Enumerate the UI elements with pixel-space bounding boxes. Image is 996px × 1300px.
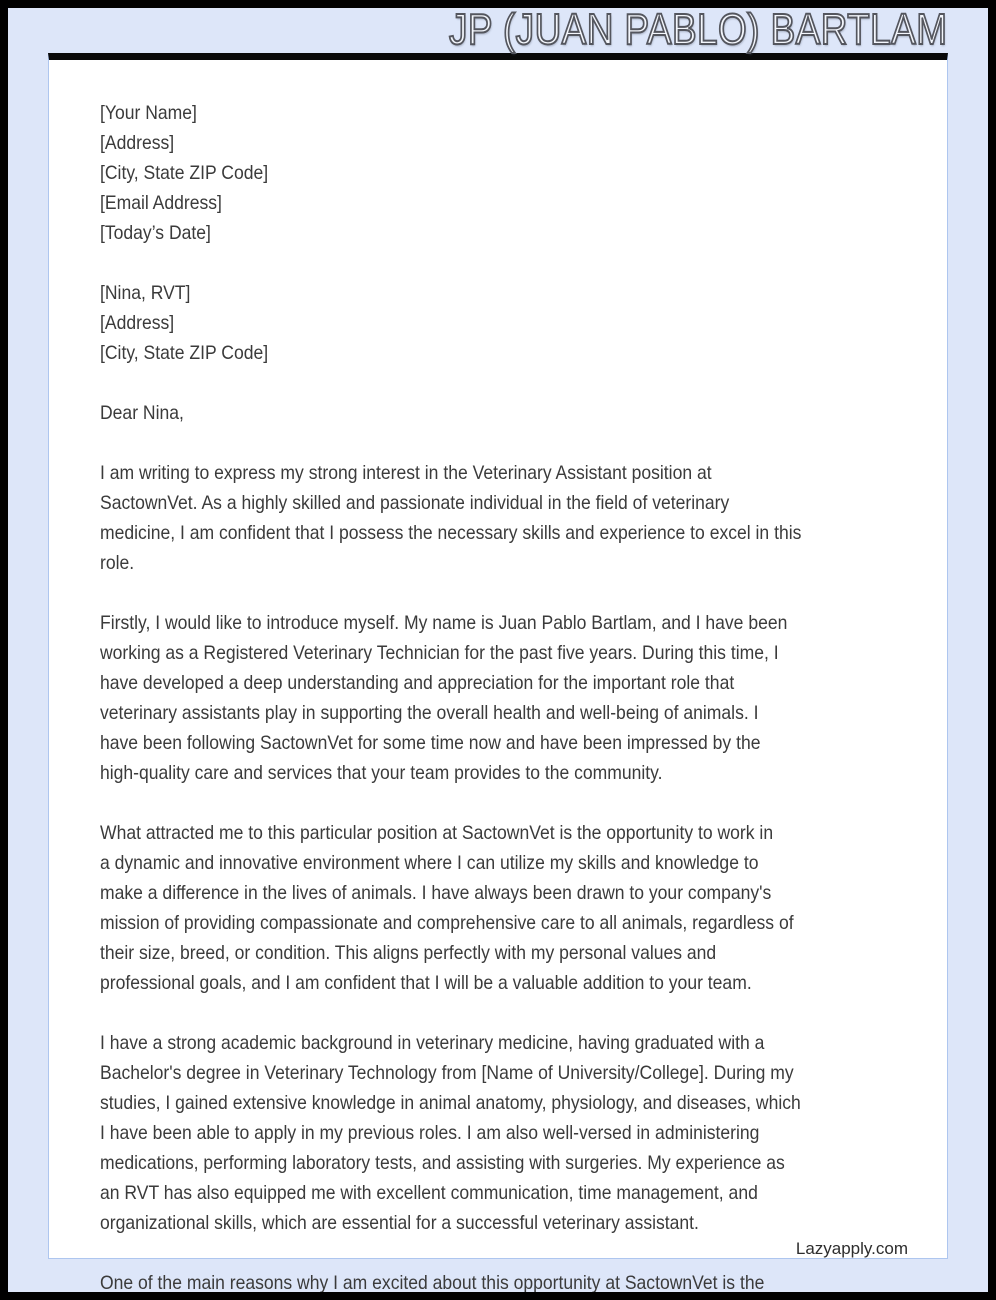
- letter-line: [Today’s Date]: [100, 222, 211, 244]
- letter-line: [Address]: [100, 132, 175, 154]
- letter-line: professional goals, and I am confident that I will be a valuable addition to your team.: [100, 972, 752, 994]
- letter-body: [100, 98, 801, 1292]
- salutation: [100, 398, 801, 428]
- paragraph-3: [100, 818, 801, 998]
- overflow-paragraph: [100, 1268, 801, 1292]
- page-title: JP (JUAN PABLO) BARTLAM: [448, 8, 947, 54]
- letter-line: medicine, I am confident that I possess the necessary skills and experience to excel in this: [100, 522, 802, 544]
- letter-line: Firstly, I would like to introduce myself. My name is Juan Pablo Bartlam, and I have been: [100, 612, 788, 634]
- letter-line: have been following SactownVet for some time now and have been impressed by the: [100, 732, 761, 754]
- letter-line: I am writing to express my strong interest in the Veterinary Assistant position at: [100, 462, 712, 484]
- letter-line: veterinary assistants play in supporting the overall health and well-being of animals. I: [100, 702, 759, 724]
- letter-line: Bachelor's degree in Veterinary Technology from [Name of University/College]. During my: [100, 1062, 794, 1084]
- letter-line: [Your Name]: [100, 102, 197, 124]
- paragraph-2: [100, 608, 801, 788]
- letter-line: [Address]: [100, 312, 175, 334]
- letter-line: mission of providing compassionate and comprehensive care to all animals, regardless of: [100, 912, 794, 934]
- letter-line: make a difference in the lives of animals. I have always been drawn to your company's: [100, 882, 772, 904]
- letter-line: working as a Registered Veterinary Technician for the past five years. During this time, I: [100, 642, 779, 664]
- letter-line: I have been able to apply in my previous roles. I am also well-versed in administering: [100, 1122, 760, 1144]
- letter-line: SactownVet. As a highly skilled and passionate individual in the field of veterinary: [100, 492, 730, 514]
- recipient-address-block: [100, 278, 801, 368]
- letter-line: [City, State ZIP Code]: [100, 342, 269, 364]
- letter-line: an RVT has also equipped me with excellent communication, time management, and: [100, 1182, 758, 1204]
- letter-line: role.: [100, 552, 135, 574]
- watermark-text: Lazyapply.com: [795, 1239, 908, 1258]
- letter-line: [Email Address]: [100, 192, 222, 214]
- letter-line: their size, breed, or condition. This aligns perfectly with my personal values and: [100, 942, 717, 964]
- letter-line: high-quality care and services that your team provides to the community.: [100, 762, 663, 784]
- letter-line: studies, I gained extensive knowledge in animal anatomy, physiology, and diseases, which: [100, 1092, 801, 1114]
- letter-line: a dynamic and innovative environment where I can utilize my skills and knowledge to: [100, 852, 759, 874]
- paragraph-4: [100, 1028, 801, 1238]
- letter-line: What attracted me to this particular position at SactownVet is the opportunity to work in: [100, 822, 774, 844]
- letter-line: medications, performing laboratory tests, and assisting with surgeries. My experience as: [100, 1152, 785, 1174]
- letter-line: Dear Nina,: [100, 402, 184, 424]
- letter-line: [Nina, RVT]: [100, 282, 191, 304]
- letter-line: organizational skills, which are essential for a successful veterinary assistant.: [100, 1212, 699, 1234]
- letter-line: [City, State ZIP Code]: [100, 162, 269, 184]
- letter-line: One of the main reasons why I am excited about this opportunity at SactownVet is the: [100, 1272, 765, 1292]
- paragraph-1: [100, 458, 801, 578]
- sender-address-block: [100, 98, 801, 248]
- letter-line: I have a strong academic background in veterinary medicine, having graduated with a: [100, 1032, 765, 1054]
- page-background: [8, 8, 988, 1292]
- letter-line: have developed a deep understanding and appreciation for the important role that: [100, 672, 735, 694]
